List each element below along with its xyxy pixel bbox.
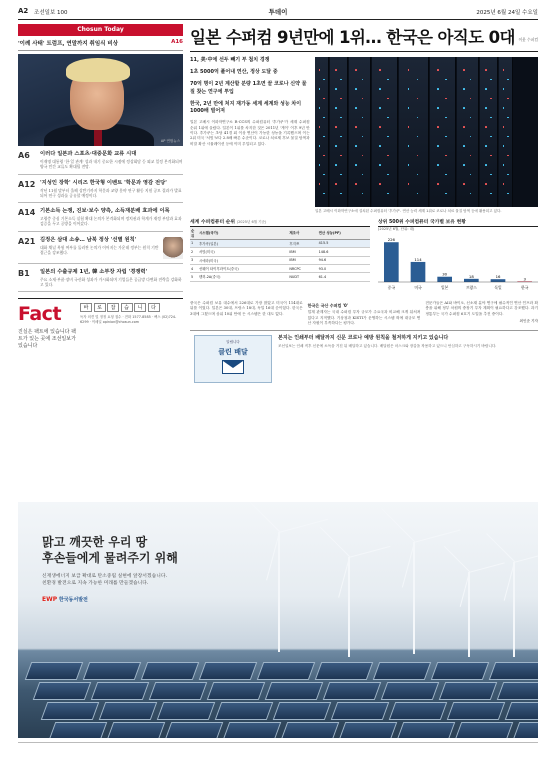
left-column xyxy=(18,24,183,350)
wind-turbine xyxy=(513,562,515,657)
masthead xyxy=(18,6,538,20)
solar-panel xyxy=(223,722,282,738)
solar-panel xyxy=(431,662,490,680)
server-rack xyxy=(499,57,513,207)
ranking-table-box xyxy=(190,218,370,296)
country-bar-chart xyxy=(378,232,538,292)
chart-value-label: 226 xyxy=(387,237,395,243)
ad-copy-desc: 신재생에너지 보급 확대로 탄소중립 실현에 앞장서겠습니다. 친환경 발전으로 지속 가능한 미래를 만들겠습니다. xyxy=(42,574,167,586)
article-lead: 일본 고베시 이화학연구소 R-CCS의 수퍼컴퓨터 '후가쿠'가 세계 수퍼컴 순위 1위에 올랐다. 일본이 1위를 차지한 것은 2011년 '게이' 이후 9년 만이다. 후가쿠는 초당 41경 회 이상 연산이 가능한 성능을 기록했으며 이는 2위 미국 '서밋'보다 2.8배 빠른 수준이다. 코로나 치료제 후보 물질 탐색과 비말 확산 시뮬레이션 등에 이미 투입되고 있다. xyxy=(190,120,310,146)
table-cell: 3 xyxy=(190,256,198,264)
solar-panel xyxy=(257,662,316,680)
page-number: A2 xyxy=(18,7,29,15)
solar-panel xyxy=(455,722,514,738)
chart-value-label: 18 xyxy=(468,273,474,279)
brief-page-code: A14 xyxy=(18,208,36,218)
main-headline[interactable]: 일본 수퍼컴 9년만에 1위… 한국은 아직도 0대 xyxy=(190,28,515,47)
chart-value-label: 30 xyxy=(442,271,448,277)
table-cell: IBM xyxy=(288,256,317,264)
solar-panel xyxy=(83,662,142,680)
table-cell: NUDT xyxy=(288,273,317,281)
notice-title: 본지는 인쇄부터 배달까지 신문 코로나 예방 원칙을 철저하게 지키고 있습니다 xyxy=(278,335,449,342)
summary-point: 1초 5000억 풀어내 연산, 정상 도달 중 xyxy=(190,69,278,76)
renewable-energy-ad[interactable] xyxy=(18,502,538,738)
table-row xyxy=(190,248,370,256)
table-cell: 61.4 xyxy=(318,273,370,281)
solar-panel xyxy=(207,682,266,700)
chosun-today-headline[interactable] xyxy=(18,36,183,51)
notice-box xyxy=(190,330,538,383)
main-article xyxy=(190,24,538,383)
fact-slogan: 진실은 팩트에 있습니다 팩트가 있는 곳에 조선일보가 있습니다 xyxy=(18,329,76,350)
photo-caption: 일본 고베시 이화학연구소에 설치된 수퍼컴퓨터 '후가쿠'. 연산 능력 세계 1위로 코로나 치료 물질 탐색 등에 활용되고 있다. xyxy=(315,209,502,213)
brief-item[interactable] xyxy=(18,180,183,204)
fact-logo: Fact xyxy=(18,303,62,326)
solar-panel xyxy=(33,682,92,700)
notice-tag: 알립니다 xyxy=(226,340,240,345)
server-rack xyxy=(457,57,479,207)
solar-panel xyxy=(331,702,390,720)
table-header: 시스템(국가) xyxy=(198,227,288,240)
chart-bar xyxy=(464,279,479,282)
solar-panel xyxy=(389,702,448,720)
solar-panel xyxy=(397,722,456,738)
brief-page-code: A6 xyxy=(18,151,30,160)
solar-panel xyxy=(323,682,382,700)
table-header: 연산 성능(PF) xyxy=(318,227,370,240)
table-cell: 93.0 xyxy=(318,264,370,272)
solar-panel xyxy=(25,662,84,680)
table-cell: 415.5 xyxy=(318,239,370,247)
byline: 최인준 기자 xyxy=(519,319,539,324)
ranking-table xyxy=(190,227,370,282)
ewp-logo-icon: EWP xyxy=(42,596,58,603)
chart-value-label: 114 xyxy=(414,256,422,262)
table-cell: 4 xyxy=(190,264,198,272)
fact-contact-info: 독자 의견 및 정정 요청 접수 · 전화 1577-8585 · 팩스 (02)724-6299 · 이메일 opinion@chosun.com xyxy=(80,315,177,324)
ranking-table-title: 세계 수퍼컴퓨터 순위 (2025년 6월 기준) xyxy=(190,218,370,227)
table-cell: 선웨이 타이후라이트(중국) xyxy=(198,264,288,272)
ad-copy-main: 맑고 깨끗한 우리 땅 후손들에게 물려주기 위해 xyxy=(42,535,178,565)
trump-photo xyxy=(18,54,183,146)
brief-desc: 이재명 대통령 '한·일 관계' 성과 내기 중요한 시점에 정상회담 등 외교 일정 본격화되며 양국 민간 교류도 확대될 전망. xyxy=(40,159,183,170)
server-rack xyxy=(330,57,348,207)
solar-panel xyxy=(107,722,166,738)
solar-panel xyxy=(49,722,108,738)
solar-panel xyxy=(497,682,538,700)
solar-panel xyxy=(489,662,538,680)
solar-panel xyxy=(281,722,340,738)
chart-category-label: 프랑스 xyxy=(465,284,477,290)
solar-panel xyxy=(505,702,538,720)
clean-delivery-ad[interactable] xyxy=(194,335,272,383)
chart-bar xyxy=(411,262,426,282)
solar-panel xyxy=(141,662,200,680)
brief-desc: 작년 11월 말부터 올해 상반기까지 학문과 교양 분야 연구 활동 지원 공모 결과가 발표되어 연구 성과를 공유할 예정이다. xyxy=(40,187,182,198)
server-rack xyxy=(430,57,456,207)
table-row xyxy=(190,239,370,247)
brief-item[interactable] xyxy=(18,269,183,293)
table-cell: NRCPC xyxy=(288,264,317,272)
brief-item[interactable] xyxy=(18,151,183,175)
wind-turbine xyxy=(413,542,415,654)
body-column-1: 중국은 수퍼컴 보유 대수에서 226대로 가장 많았고 미국이 114대로 뒤를 이었다. 일본은 30대, 프랑스 18대, 독일 16대 순이었다. 한국은 3대에 그쳤으며 상위 10위 안에 든 시스템은 한 대도 없다. xyxy=(190,300,303,316)
body-column-3: 전문가들은 AI와 바이오, 신소재 분야 연구에 필수적인 연산 인프라 확충을 위해 정부 차원의 중장기 투자 계획이 필요하다고 강조했다. 과기정통부는 국가 수퍼컴 6호기 도입을 추진 중이다. 최인준 기자 xyxy=(425,300,539,324)
table-header: 제조사 xyxy=(288,227,317,240)
issue-date: 2025년 6월 24일 수요일 xyxy=(476,10,538,16)
brief-page-code: A21 xyxy=(18,236,36,246)
table-cell: 2 xyxy=(190,248,198,256)
fact-char-box: 습 xyxy=(121,303,133,312)
solar-panel xyxy=(215,702,274,720)
server-rack xyxy=(480,57,498,207)
chart-value-label: 16 xyxy=(495,273,501,279)
fact-char-box: 다 xyxy=(148,303,160,312)
wind-turbine xyxy=(348,557,350,657)
chosun-today-label: Chosun Today xyxy=(18,24,183,36)
paper-name: 조선일보 100 xyxy=(34,10,68,16)
chart-title: 상위 500위 수퍼컴퓨터 국가별 보유 현황 xyxy=(378,218,538,227)
chart-category-label: 독일 xyxy=(494,284,502,290)
table-row xyxy=(190,256,370,264)
solar-panel xyxy=(273,702,332,720)
brief-list xyxy=(18,151,183,292)
solar-panel xyxy=(99,702,158,720)
fact-char-box: 바 xyxy=(80,303,92,312)
article-summary xyxy=(190,57,310,115)
table-row xyxy=(190,273,370,281)
chart-category-label: 중국 xyxy=(387,284,396,290)
wind-turbine xyxy=(278,532,280,652)
server-rack xyxy=(372,57,398,207)
chart-category-label: 미국 xyxy=(414,284,422,290)
photo-credit: AP 연합뉴스 xyxy=(160,139,180,143)
chart-subtitle: (2025년 6월, 단위: 대) xyxy=(378,226,415,231)
fact-correction-boxes xyxy=(80,303,183,312)
chart-bar xyxy=(384,242,399,282)
notice-desc: 조선일보는 인쇄 직후 신문에 소독을 거친 뒤 배달하고 있습니다. 배달원은 마스크와 장갑을 착용하고 있으니 안심하고 구독하시기 바랍니다. xyxy=(278,343,497,348)
table-row xyxy=(190,264,370,272)
brief-desc: 주요 소재·부품·장비 국산화 성과가 가시화되며 기업들은 공급망 다변화 전략을 강화하고 있다. xyxy=(40,276,182,288)
solar-panel xyxy=(447,702,506,720)
brief-item[interactable] xyxy=(18,208,183,232)
headline-subtitle: 이웃 수퍼컴 xyxy=(518,37,538,42)
table-cell: 후가쿠(일본) xyxy=(198,239,288,247)
brief-title: '지성인 장학' 시리즈 한국형 이벤트 '학문과 영감 전당' xyxy=(40,179,167,186)
server-rack xyxy=(399,57,429,207)
table-cell: 1 xyxy=(190,239,198,247)
table-cell: 148.6 xyxy=(318,248,370,256)
solar-panel xyxy=(149,682,208,700)
fact-char-box: 로 xyxy=(94,303,106,312)
table-cell: 시에라(미국) xyxy=(198,256,288,264)
table-cell: 톈허-2A(중국) xyxy=(198,273,288,281)
chart-category-label: 한국 xyxy=(520,284,529,290)
brief-desc: 대화 채널 복원 여부를 둘러싼 논의가 이어지는 가운데 정부는 원칙 기반 접근을 강조했다. xyxy=(40,244,159,256)
summary-point: 11, 美·中에 선두 빼기 부 첨치 경쟁 xyxy=(190,57,270,63)
table-cell: IBM xyxy=(288,248,317,256)
fact-box xyxy=(18,298,183,350)
brief-item[interactable] xyxy=(18,237,183,264)
chosun-today-ref: A16 xyxy=(171,39,183,45)
table-cell: 5 xyxy=(190,273,198,281)
column-subheading: 한국은 국산 수퍼컴 '0' xyxy=(307,302,348,308)
brief-page-code: A12 xyxy=(18,179,36,189)
brief-title: 일본의 수출규제 1년, 韓 소부장 자립 '경쟁력' xyxy=(40,268,148,275)
body-columns xyxy=(190,301,538,327)
wind-turbine xyxy=(468,572,470,657)
fact-char-box: 잡 xyxy=(107,303,119,312)
body-column-2: 한국은 국산 수퍼컴 '0' 업계 관계자는 국내 수퍼컴 투자 규모가 주요국과 비교해 크게 뒤처져 있다고 지적했다. 기상청과 KISTI가 운영하는 시스템 외에 대규모 연산 자원이 부족하다는 평가다. xyxy=(307,302,421,326)
chart-category-label: 일본 xyxy=(440,284,449,290)
notice-ad-title: 클린 배달 xyxy=(218,348,248,357)
brief-title: 김정은 삼대 소송… 남북 정상 '선별 원칙' xyxy=(40,236,137,243)
fact-char-box: 니 xyxy=(134,303,146,312)
brief-page-code: B1 xyxy=(18,268,30,278)
chosun-today-title: '이례 사태' 트럼프, 연말까지 취임식 비상 xyxy=(18,41,119,47)
ad-brand: EWP 한국동서발전 xyxy=(42,596,88,603)
solar-panel xyxy=(339,722,398,738)
mail-icon xyxy=(222,360,244,374)
table-cell: 94.6 xyxy=(318,256,370,264)
section-title: 투데이 xyxy=(268,8,288,16)
brief-desc: 고령층 중심 기본소득 실험 확대 논의가 본격화되며 정치권과 학계가 재정 부담과 효과 검증을 두고 공방을 이어갔다. xyxy=(40,216,182,227)
solar-panel xyxy=(91,682,150,700)
solar-panel xyxy=(157,702,216,720)
solar-panel xyxy=(199,662,258,680)
solar-panel xyxy=(513,722,538,738)
chart-bar xyxy=(491,279,506,282)
solar-panel xyxy=(265,682,324,700)
solar-panel xyxy=(373,662,432,680)
table-cell: 후지쯔 xyxy=(288,239,317,247)
solar-panel xyxy=(315,662,374,680)
solar-panel xyxy=(439,682,498,700)
solar-panel xyxy=(41,702,100,720)
solar-panel xyxy=(165,722,224,738)
server-rack xyxy=(315,57,329,207)
brief-title: 이러다 일본과 스포츠·대중문화 교류 시대 xyxy=(40,151,137,157)
chart-box xyxy=(378,218,538,296)
supercomputer-photo xyxy=(315,57,538,207)
summary-point: 한국, 2년 만에 처지 재가동 세계 세계와 성능 차이 1000배 벌어져 xyxy=(190,100,302,115)
table-header: 순위 xyxy=(190,227,198,240)
brief-title: 기본소득 논쟁, 진보·보수 양측, 소득재분배 효과에 이목 xyxy=(40,208,170,215)
summary-point: 70억 명이 2년 계산할 분량 1초면 끝 코로나 신약 물질 찾는 연구에 투입 xyxy=(190,81,307,95)
chart-bar xyxy=(437,277,452,282)
table-cell: 서밋(미국) xyxy=(198,248,288,256)
brief-thumbnail xyxy=(163,237,183,259)
server-rack xyxy=(349,57,371,207)
chart-value-label: 3 xyxy=(523,276,526,282)
solar-panel xyxy=(381,682,440,700)
